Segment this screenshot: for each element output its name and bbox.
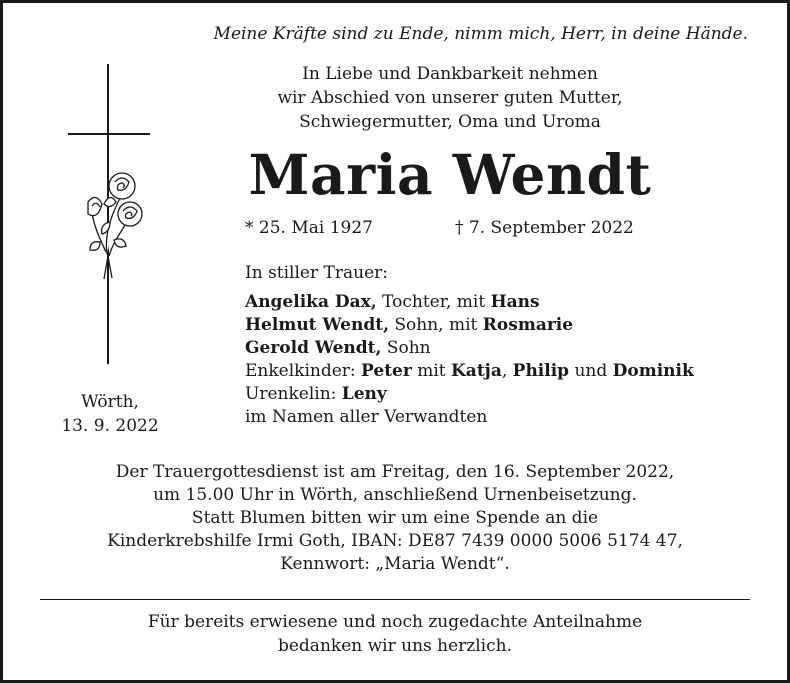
birth-date: * 25. Mai 1927 [245,218,373,238]
great-grandchild-row [245,383,694,406]
service-info [40,461,750,576]
cross-with-roses-icon [60,64,160,364]
mourner-row [245,314,694,337]
deceased-name: Maria Wendt [248,142,652,207]
intro-line: wir Abschied von unserer guten Mutter, [277,88,623,108]
intro-line: Schwiegermutter, Oma und Uroma [299,112,601,132]
life-dates [245,218,634,238]
grandchildren-row [245,360,694,383]
mourner-name: Angelika Dax, [245,292,377,312]
intro-line: In Liebe und Dankbarkeit nehmen [302,64,598,84]
grandchildren-label: Enkelkinder: [245,361,362,381]
mourning-heading: In stiller Trauer: [245,263,388,283]
notice-date: 13. 9. 2022 [61,416,159,436]
mourner-row [245,291,694,314]
connector-text: , [501,361,513,381]
service-line: Kennwort: „Maria Wendt“. [280,554,510,574]
thanks-line: bedanken wir uns herzlich. [277,636,512,656]
death-date: † 7. September 2022 [455,218,634,238]
place-date [40,390,180,438]
great-grandchild-name: Leny [341,384,387,404]
mourner-row [245,337,694,360]
place: Wörth, [81,392,139,412]
mourners-list [245,262,694,429]
grandchild-name: Peter [361,361,412,381]
intro-text [190,62,710,134]
service-line: um 15.00 Uhr in Wörth, anschließend Urnenbeisetzung. [153,485,637,505]
closing-line: im Namen aller Verwandten [245,407,488,427]
divider [40,599,750,600]
mourner-partner: Hans [490,292,540,312]
great-grandchild-label: Urenkelin: [245,384,342,404]
mourner-relation: Tochter, mit [376,292,491,312]
connector-text: und [569,361,613,381]
motto: Meine Kräfte sind zu Ende, nimm mich, Herr, in deine Hände. [213,24,748,44]
mourner-relation: Sohn [381,338,431,358]
mourner-relation: Sohn, mit [389,315,483,335]
grandchild-name: Katja [451,361,502,381]
thanks-line: Für bereits erwiesene und noch zugedachte Anteilnahme [147,612,643,632]
mourner-name: Gerold Wendt, [245,338,382,358]
service-line: Der Trauergottesdienst ist am Freitag, den 16. September 2022, [115,462,675,482]
connector-text: mit [411,361,452,381]
grandchild-name: Dominik [612,361,694,381]
mourner-partner: Rosmarie [482,315,574,335]
grandchild-name: Philip [512,361,570,381]
service-line: Statt Blumen bitten wir um eine Spende an die [191,508,599,528]
thanks-text [40,610,750,658]
mourner-name: Helmut Wendt, [245,315,389,335]
service-line: Kinderkrebshilfe Irmi Goth, IBAN: DE87 7439 0000 5006 5174 47, [107,531,683,551]
